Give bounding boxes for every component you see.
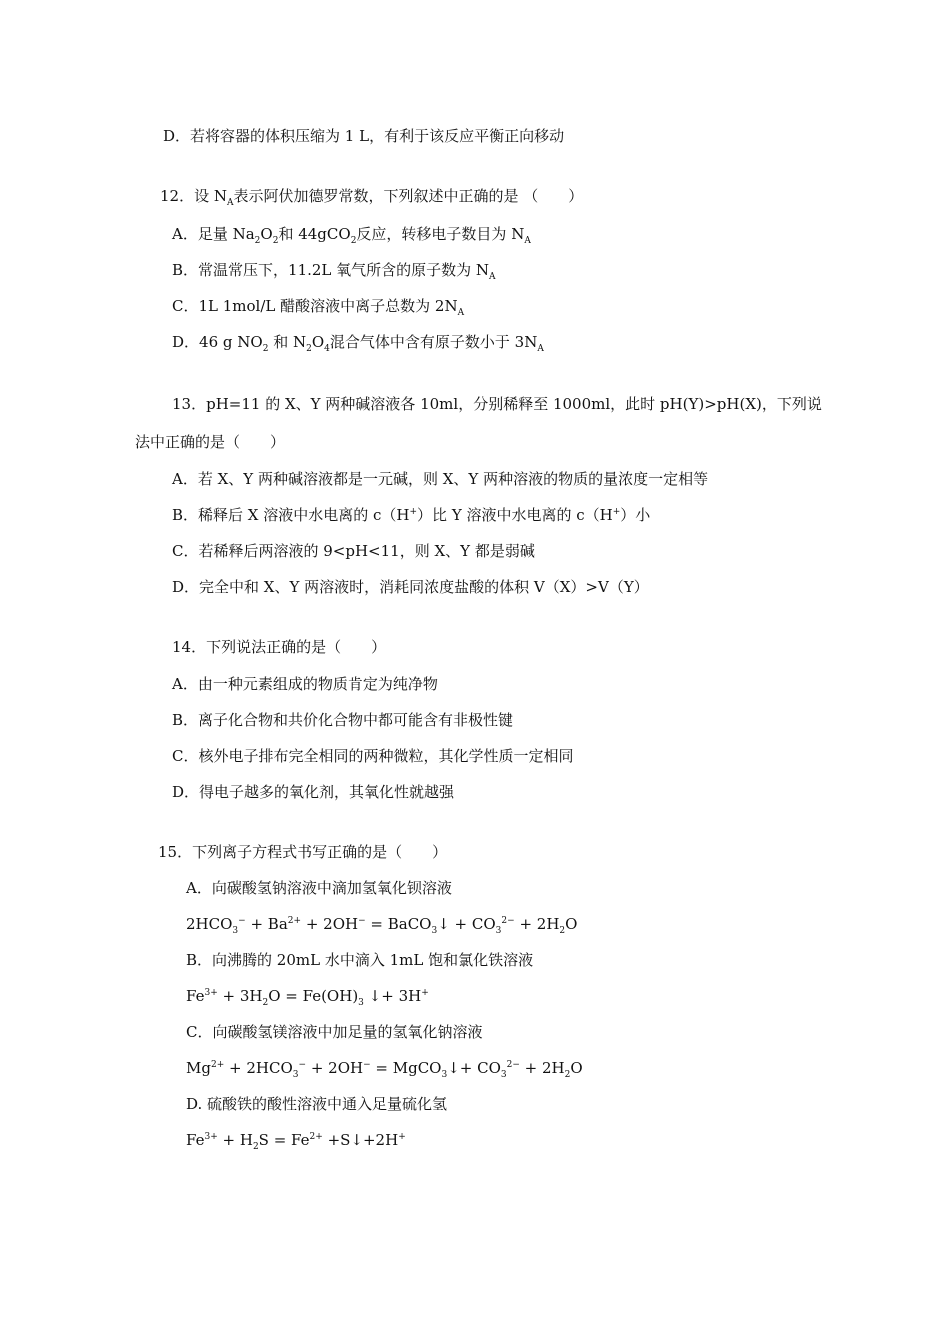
- q13-option-c: C．若稀释后两溶液的 9<pH<11，则 X、Y 都是弱碱: [172, 542, 535, 560]
- q14-option-a: A．由一种元素组成的物质肯定为纯净物: [172, 675, 438, 693]
- q15-stem: 15．下列离子方程式书写正确的是（ ）: [158, 843, 448, 861]
- q15-equation-c: $Mg^{2+} + 2HCO_3^- + 2OH^-$ = MgCO$_3$↓+ $CO_3^{2-} + 2H_2O$: [186, 1059, 583, 1080]
- q12-option-c: C．1L 1mol/L 醋酸溶液中离子总数为 $2N_A$: [172, 297, 465, 318]
- q15-option-c: C．向碳酸氢镁溶液中加足量的氢氧化钠溶液: [186, 1023, 483, 1041]
- q14-option-b: B．离子化合物和共价化合物中都可能含有非极性键: [172, 711, 514, 729]
- q12-stem: 12．设 $N_A$表示阿伏加德罗常数，下列叙述中正确的是 （ ）: [160, 187, 584, 208]
- q13-option-a: A．若 X、Y 两种碱溶液都是一元碱，则 X、Y 两种溶液的物质的量浓度一定相等: [172, 470, 709, 488]
- q13-option-d: D．完全中和 X、Y 两溶液时，消耗同浓度盐酸的体积 V（X）>V（Y）: [172, 578, 649, 596]
- q12-option-b: B．常温常压下，11.2L 氧气所含的原子数为 $N_A$: [172, 261, 496, 282]
- q13-option-b: B．稀释后 X 溶液中水电离的 c（H+）比 Y 溶液中水电离的 c（H+）小: [172, 506, 651, 524]
- q12-option-a: A．足量 $Na_2O_2$和 44gCO$_2$反应，转移电子数目为 $N_A$: [172, 225, 531, 246]
- q12-option-d: D．46 g $NO_2$ 和 $N_2O_4$混合气体中含有原子数小于 $3N_A$: [172, 333, 544, 354]
- q15-option-d: D. 硫酸铁的酸性溶液中通入足量硫化氢: [186, 1095, 448, 1113]
- q15-equation-a: $2HCO_3^- + Ba^{2+} + 2OH^-$ = BaCO$_3$↓ + $CO_3^{2-} + 2H_2O$: [186, 915, 578, 936]
- q13-stem-line1: 13．pH=11 的 X、Y 两种碱溶液各 10ml，分别稀释至 1000ml，此时 pH(Y)>pH(X)，下列说: [172, 395, 822, 413]
- q15-equation-b: $Fe^{3+} + 3H_2O = Fe(OH)_3$ ↓+ 3H+: [186, 987, 429, 1008]
- q13-stem-line2: 法中正确的是（ ）: [135, 433, 286, 451]
- q15-option-a: A．向碳酸氢钠溶液中滴加氢氧化钡溶液: [186, 879, 452, 897]
- q14-stem: 14．下列说法正确的是（ ）: [172, 638, 387, 656]
- q14-option-d: D．得电子越多的氧化剂，其氧化性就越强: [172, 783, 455, 801]
- q14-option-c: C．核外电子排布完全相同的两种微粒，其化学性质一定相同: [172, 747, 574, 765]
- q11-option-d: D．若将容器的体积压缩为 1 L，有利于该反应平衡正向移动: [163, 127, 565, 145]
- q15-option-b: B．向沸腾的 20mL 水中滴入 1mL 饱和氯化铁溶液: [186, 951, 534, 969]
- q15-equation-d: $Fe^{3+} + H_2S = Fe^{2+}$ +S↓+2H+: [186, 1131, 406, 1152]
